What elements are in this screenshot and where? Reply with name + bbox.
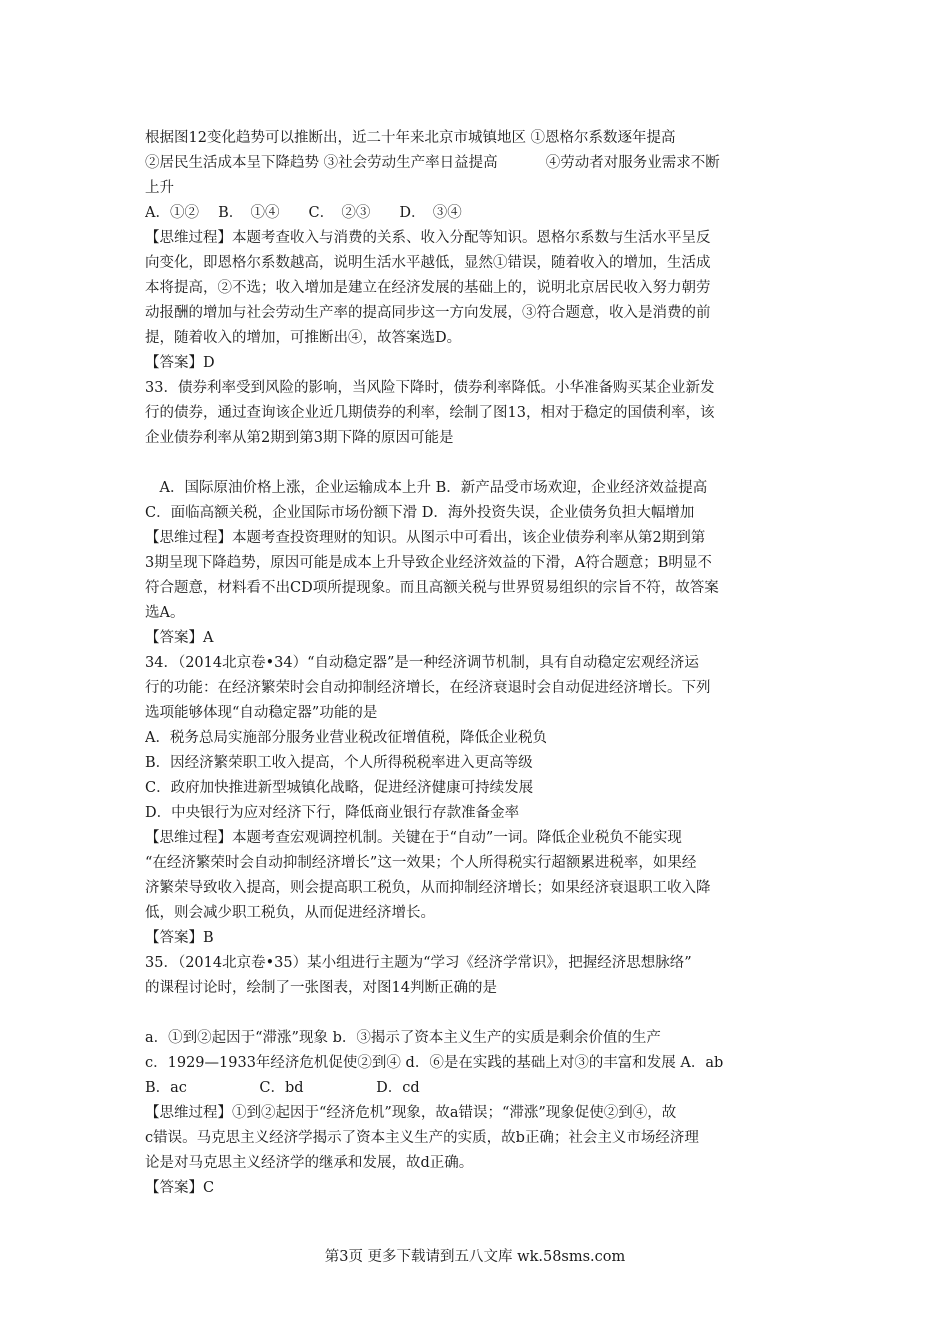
text-line: 上升	[145, 180, 174, 196]
text-line: 的课程讨论时，绘制了一张图表，对图14判断正确的是	[145, 980, 497, 996]
text-line: 济繁荣导致收入提高，则会提高职工税负，从而抑制经济增长；如果经济衰退职工收入降	[145, 880, 711, 896]
text-line: 【思维过程】本题考查收入与消费的关系、收入分配等知识。恩格尔系数与生活水平呈反	[145, 230, 711, 246]
text-line: 行的债券，通过查询该企业近几期债券的利率，绘制了图13，相对于稳定的国债利率，该	[145, 405, 715, 421]
text-line: 【答案】D	[145, 355, 215, 371]
text-line: 【答案】C	[145, 1180, 215, 1196]
text-line: 论是对马克思主义经济学的继承和发展，故d正确。	[145, 1155, 474, 1171]
text-line: 企业债券利率从第2期到第3期下降的原因可能是	[145, 430, 454, 446]
text-line: 提，随着收入的增加，可推断出④，故答案选D。	[145, 330, 462, 346]
text-line: A．税务总局实施部分服务业营业税改征增值税，降低企业税负	[145, 730, 547, 746]
text-line: D．中央银行为应对经济下行，降低商业银行存款准备金率	[145, 805, 520, 821]
blank-line	[145, 1001, 810, 1026]
text-line: 【思维过程】本题考查投资理财的知识。从图示中可看出，该企业债券利率从第2期到第	[145, 530, 706, 546]
text-line: 34．（2014北京卷•34）“自动稳定器”是一种经济调节机制，具有自动稳定宏观经济运	[145, 655, 699, 671]
text-line: 33．债券利率受到风险的影响，当风险下降时，债券利率降低。小华准备购买某企业新发	[145, 380, 715, 396]
text-line: 选项能够体现“自动稳定器”功能的是	[145, 705, 378, 721]
text-line: A．①② B． ①④ C． ②③ D． ③④	[145, 205, 462, 221]
text-line: C．政府加快推进新型城镇化战略，促进经济健康可持续发展	[145, 780, 534, 796]
text-line: 选A。	[145, 605, 185, 621]
blank-line	[145, 451, 810, 476]
text-line: 行的功能：在经济繁荣时会自动抑制经济增长，在经济衰退时会自动促进经济增长。下列	[145, 680, 711, 696]
text-line: 向变化，即恩格尔系数越高，说明生活水平越低，显然①错误，随着收入的增加，生活成	[145, 255, 711, 271]
text-line: c错误。马克思主义经济学揭示了资本主义生产的实质，故b正确；社会主义市场经济理	[145, 1130, 699, 1146]
text-line: 【思维过程】①到②起因于“经济危机”现象，故a错误；“滞涨”现象促使②到④，故	[145, 1105, 677, 1121]
text-line: C．面临高额关税，企业国际市场份额下滑 D．海外投资失误，企业债务负担大幅增加	[145, 505, 695, 521]
text-line: 【答案】B	[145, 930, 214, 946]
page-footer: 第3页 更多下载请到五八文库 wk.58sms.com	[324, 1249, 626, 1265]
text-line: 【答案】A	[145, 630, 214, 646]
text-line: A．国际原油价格上涨，企业运输成本上升 B．新产品受市场欢迎，企业经济效益提高	[145, 480, 708, 496]
text-line: c．1929—1933年经济危机促使②到④ d．⑥是在实践的基础上对③的丰富和发展 A．ab	[145, 1055, 724, 1071]
text-line: 35．（2014北京卷•35）某小组进行主题为“学习《经济学常识》，把握经济思想脉络”	[145, 955, 692, 971]
text-line: 低，则会减少职工税负，从而促进经济增长。	[145, 905, 435, 921]
text-line: 根据图12变化趋势可以推断出，近二十年来北京市城镇地区 ①恩格尔系数逐年提高	[145, 130, 676, 146]
text-line: a．①到②起因于“滞涨”现象 b．③揭示了资本主义生产的实质是剩余价值的生产	[145, 1030, 661, 1046]
text-line: 本将提高，②不选；收入增加是建立在经济发展的基础上的，说明北京居民收入努力朝劳	[145, 280, 711, 296]
text-line: “在经济繁荣时会自动抑制经济增长”这一效果；个人所得税实行超额累进税率，如果经	[145, 855, 697, 871]
text-line: 符合题意，材料看不出CD项所提现象。而且高额关税与世界贸易组织的宗旨不符，故答案	[145, 580, 719, 596]
text-line: ②居民生活成本呈下降趋势 ③社会劳动生产率日益提高 ④劳动者对服务业需求不断	[145, 155, 720, 171]
page-body	[145, 126, 810, 1201]
text-line: 动报酬的增加与社会劳动生产率的提高同步这一方向发展，③符合题意，收入是消费的前	[145, 305, 711, 321]
text-line: 3期呈现下降趋势，原因可能是成本上升导致企业经济效益的下滑，A符合题意；B明显不	[145, 555, 712, 571]
text-line: 【思维过程】本题考查宏观调控机制。关键在于“自动”一词。降低企业税负不能实现	[145, 830, 682, 846]
text-line: B．因经济繁荣职工收入提高，个人所得税税率进入更高等级	[145, 755, 533, 771]
text-line: B．ac C．bd D．cd	[145, 1080, 420, 1096]
